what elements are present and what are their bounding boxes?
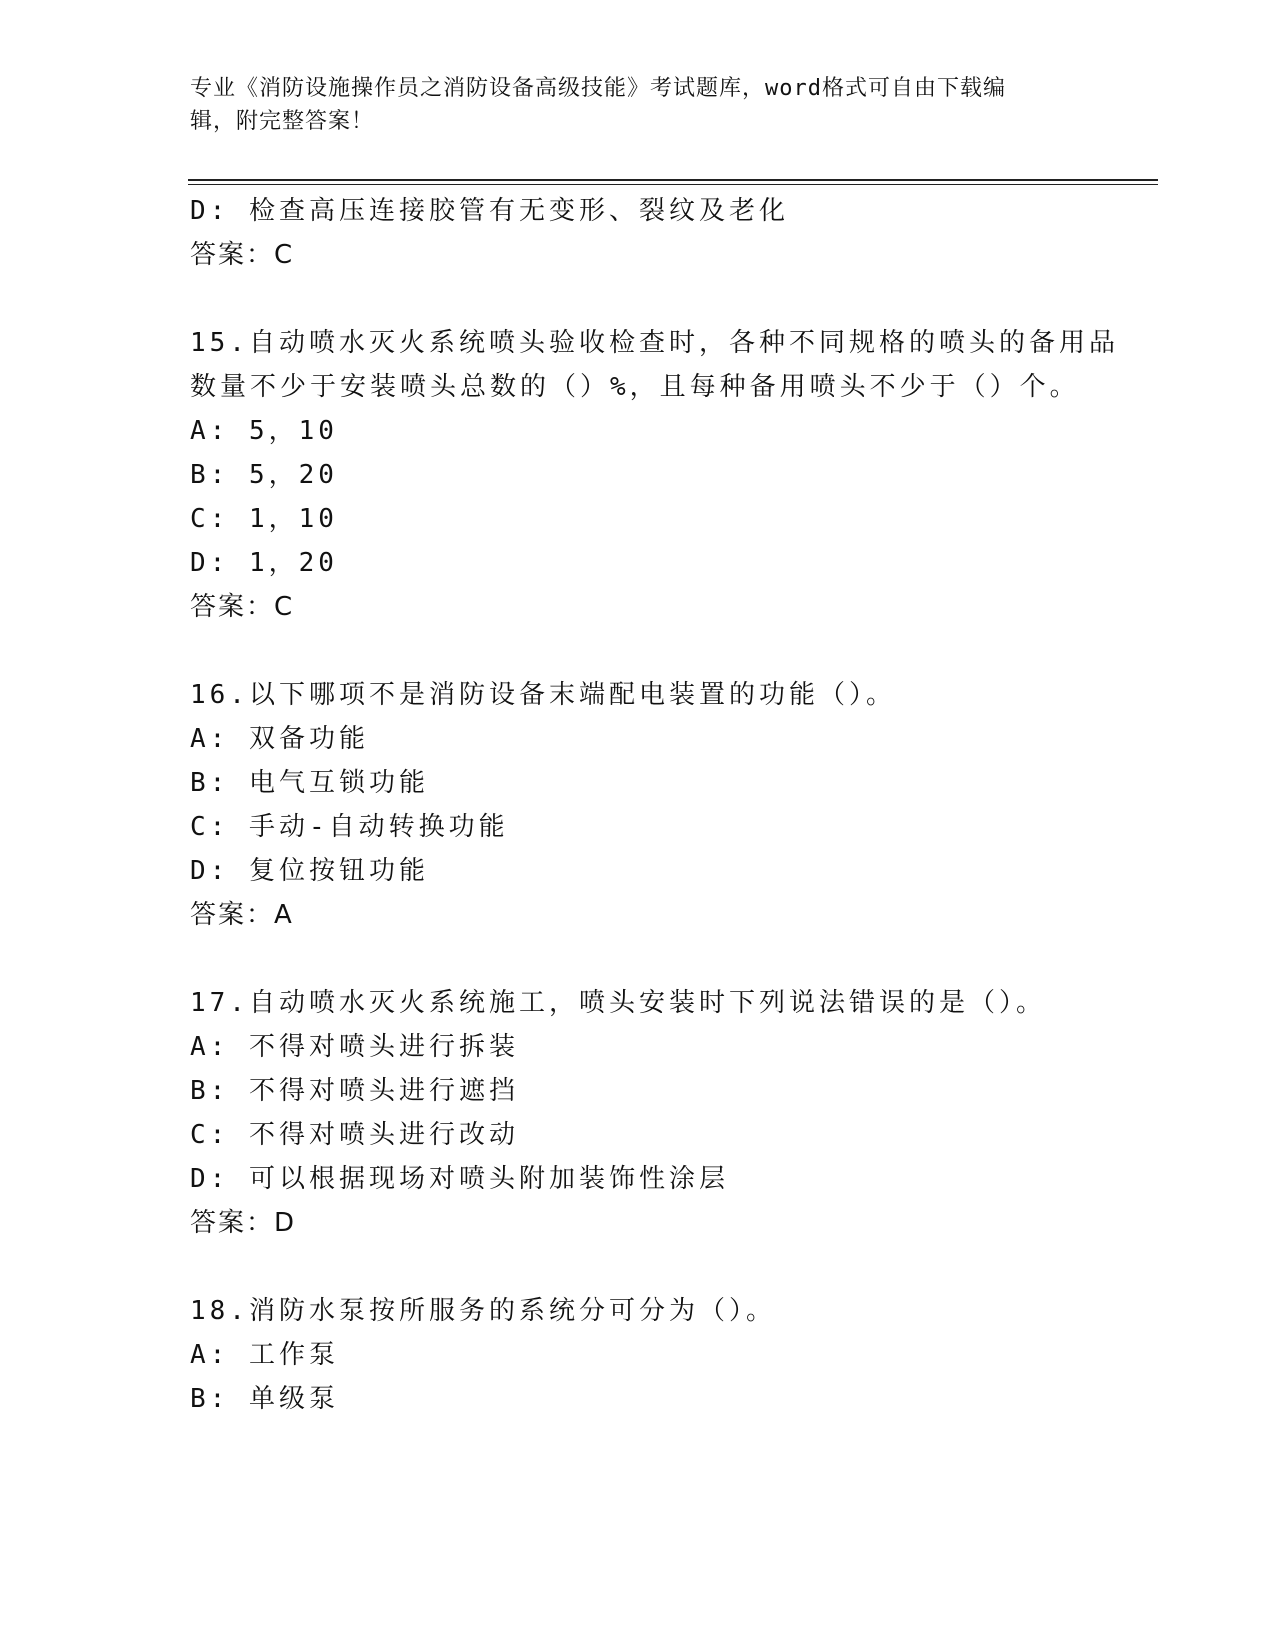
q15-option-c: C: 1，10 (190, 504, 338, 534)
q18-option-a: A: 工作泵 (190, 1340, 339, 1370)
q15-option-a: A: 5，10 (190, 416, 338, 446)
q17-option-d: D: 可以根据现场对喷头附加装饰性涂层 (190, 1164, 729, 1194)
q15-stem-line-1: 15.自动喷水灭火系统喷头验收检查时，各种不同规格的喷头的备用品 (190, 328, 1119, 358)
q15-stem-line-2: 数量不少于安装喷头总数的（）%，且每种备用喷头不少于（）个。 (190, 372, 1080, 402)
prev-answer: 答案：C (190, 240, 295, 270)
q17-option-a: A: 不得对喷头进行拆装 (190, 1032, 519, 1062)
q17-answer: 答案：D (190, 1208, 297, 1238)
q16-answer: 答案：A (190, 900, 294, 930)
q16-option-a: A: 双备功能 (190, 724, 369, 754)
header-line-2: 辑，附完整答案！ (190, 109, 375, 134)
q17-option-b: B: 不得对喷头进行遮挡 (190, 1076, 519, 1106)
header-rule-thick (188, 179, 1158, 181)
q16-option-b: B: 电气互锁功能 (190, 768, 429, 798)
q18-stem: 18.消防水泵按所服务的系统分可分为（）。 (190, 1296, 776, 1326)
q16-stem: 16.以下哪项不是消防设备末端配电装置的功能（）。 (190, 680, 896, 710)
q15-option-b: B: 5，20 (190, 460, 338, 490)
prev-option-d: D: 检查高压连接胶管有无变形、裂纹及老化 (190, 196, 789, 226)
header-line-1: 专业《消防设施操作员之消防设备高级技能》考试题库，word格式可自由下载编 (190, 76, 1006, 101)
q18-option-b: B: 单级泵 (190, 1384, 339, 1414)
q15-answer: 答案：C (190, 592, 295, 622)
q16-option-d: D: 复位按钮功能 (190, 856, 429, 886)
document-header (190, 72, 1090, 138)
q15-option-d: D: 1，20 (190, 548, 338, 578)
header-rule-thin (188, 184, 1158, 185)
q17-stem: 17.自动喷水灭火系统施工，喷头安装时下列说法错误的是（）。 (190, 988, 1046, 1018)
q17-option-c: C: 不得对喷头进行改动 (190, 1120, 519, 1150)
q16-option-c: C: 手动-自动转换功能 (190, 812, 509, 842)
